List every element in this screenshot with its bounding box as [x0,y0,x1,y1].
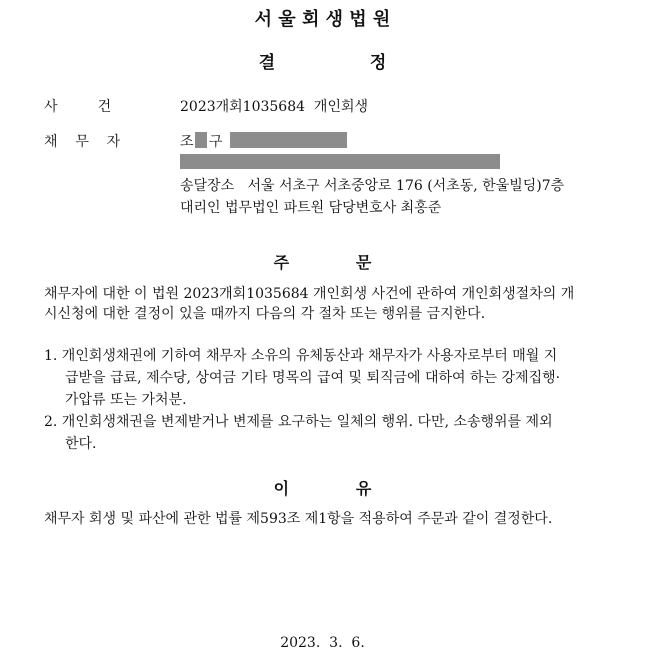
reason-heading: 이 유 [273,479,372,498]
redaction-address [180,154,500,169]
service-address: 송달장소 서울 서초구 서초중앙로 176 (서초동, 한울빌딩)7층 [180,178,565,194]
debtor-name-last: 구 [209,134,223,150]
agent: 대리인 법무법인 파트원 담당변호사 최홍준 [180,200,442,216]
debtor-label: 채 무 자 [44,134,121,150]
order-item-2-line2: 한다. [65,436,97,452]
case-value: 2023개회1035684 개인회생 [180,99,369,115]
court-name: 서 울 회 생 법 원 [254,9,391,30]
order-item-1-line3: 가압류 또는 가처분. [65,392,187,408]
order-item-1-line1: 1. 개인회생채권에 기하여 채무자 소유의 유체동산과 채무자가 사용자로부터 매월 지 [44,348,558,364]
case-label: 사 건 [44,99,112,115]
debtor-name-first: 조 [180,134,194,150]
decision-date: 2023. 3. 6. [280,635,365,651]
order-item-1-line2: 급받을 급료, 제수당, 상여금 기타 명목의 급여 및 퇴직금에 대하여 하는 강제집행· [65,370,561,386]
redaction-id [230,132,347,148]
order-intro-line1: 채무자에 대한 이 법원 2023개회1035684 개인회생 사건에 관하여 개인회생절차의 개 [44,286,575,302]
document-type: 결 정 [258,53,387,73]
order-heading: 주 문 [273,253,372,272]
redaction-name [195,132,207,148]
order-item-2-line1: 2. 개인회생채권을 변제받거나 변제를 요구하는 일체의 행위. 다만, 소송행위를 제외 [44,414,553,430]
order-intro-line2: 시신청에 대한 결정이 있을 때까지 다음의 각 절차 또는 행위를 금지한다. [44,306,486,322]
reason-text: 채무자 회생 및 파산에 관한 법률 제593조 제1항을 적용하여 주문과 같이 결정한다. [44,511,553,527]
